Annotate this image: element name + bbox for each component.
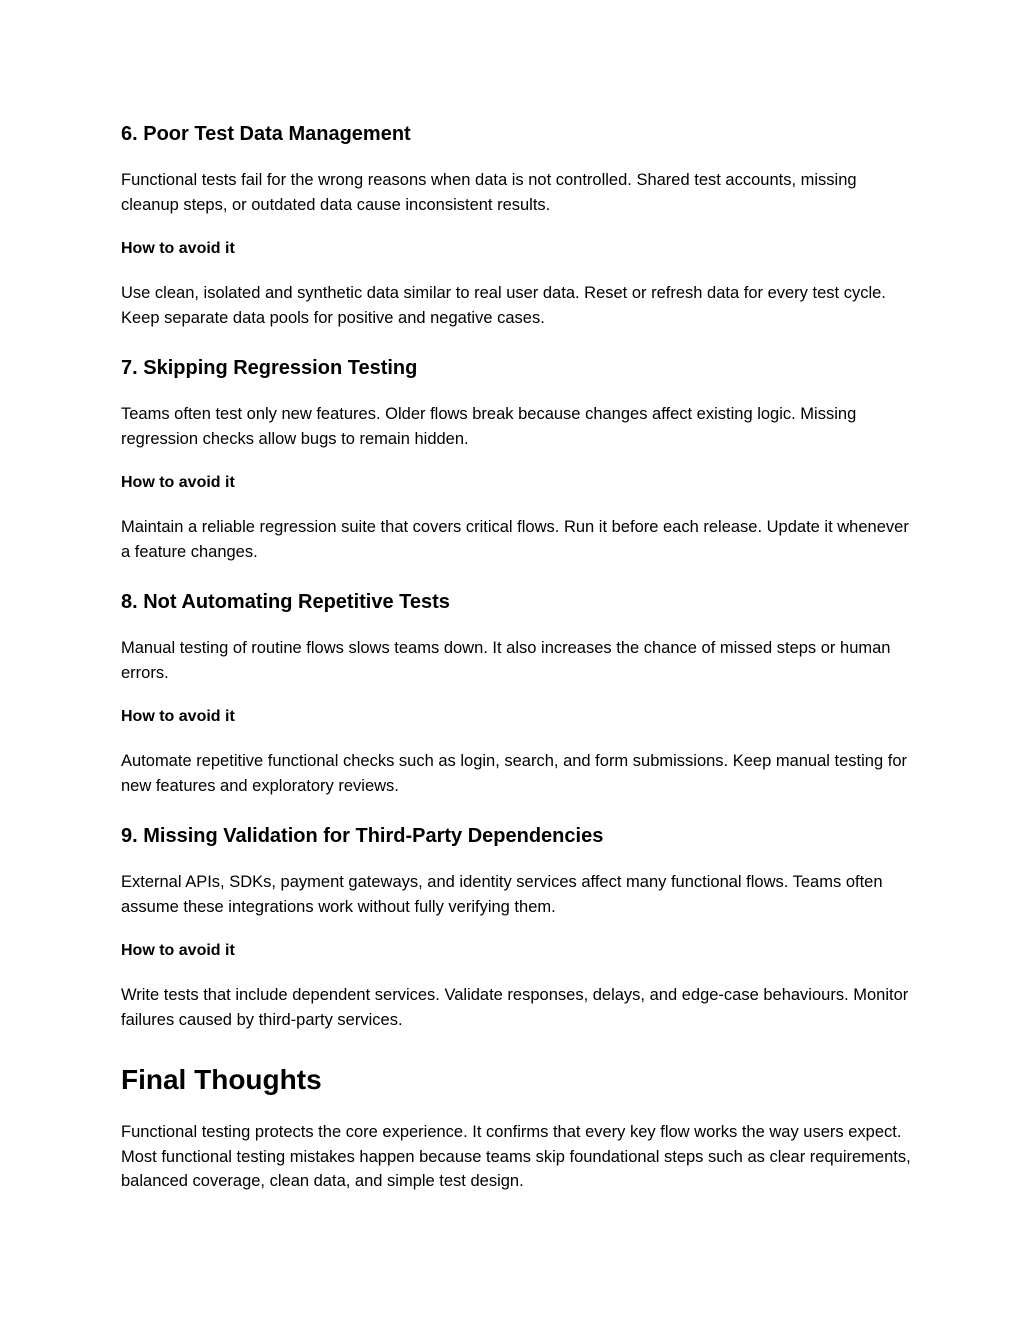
section-9-avoid-body: Write tests that include dependent services. Validate responses, delays, and edge-case behaviours. Monitor failures caused by third-party services. [121, 986, 909, 1029]
section-7-avoid-label: How to avoid it [121, 474, 235, 491]
section-9-avoid-label: How to avoid it [121, 942, 235, 959]
section-6-avoid-body: Use clean, isolated and synthetic data similar to real user data. Reset or refresh data for every test cycle. Keep separate data pools for positive and negative cases. [121, 284, 886, 327]
section-6-body: Functional tests fail for the wrong reasons when data is not controlled. Shared test accounts, missing cleanup steps, or outdated data cause inconsistent results. [121, 171, 857, 214]
section-8-avoid-label: How to avoid it [121, 708, 235, 725]
section-6-avoid-label: How to avoid it [121, 240, 235, 257]
final-thoughts-body: Functional testing protects the core experience. It confirms that every key flow works the way users expect. Most functional testing mistakes happen because teams skip foundational steps such as clear requirements, balanced coverage, clean data, and simple test design. [121, 1123, 911, 1190]
section-8-heading: 8. Not Automating Repetitive Tests [121, 591, 450, 613]
final-thoughts-heading: Final Thoughts [121, 1064, 322, 1095]
section-7-body: Teams often test only new features. Older flows break because changes affect existing logic. Missing regression checks allow bugs to remain hidden. [121, 405, 857, 448]
section-9-body: External APIs, SDKs, payment gateways, and identity services affect many functional flows. Teams often assume these integrations work without fully verifying them. [121, 873, 883, 916]
section-6-heading: 6. Poor Test Data Management [121, 123, 411, 145]
section-7-heading: 7. Skipping Regression Testing [121, 357, 418, 379]
section-9-heading: 9. Missing Validation for Third-Party Dependencies [121, 825, 604, 847]
section-8-avoid-body: Automate repetitive functional checks such as login, search, and form submissions. Keep manual testing for new features and exploratory reviews. [121, 752, 907, 795]
section-8-body: Manual testing of routine flows slows teams down. It also increases the chance of missed steps or human errors. [121, 639, 891, 682]
section-7-avoid-body: Maintain a reliable regression suite that covers critical flows. Run it before each release. Update it whenever a feature changes. [121, 518, 909, 561]
